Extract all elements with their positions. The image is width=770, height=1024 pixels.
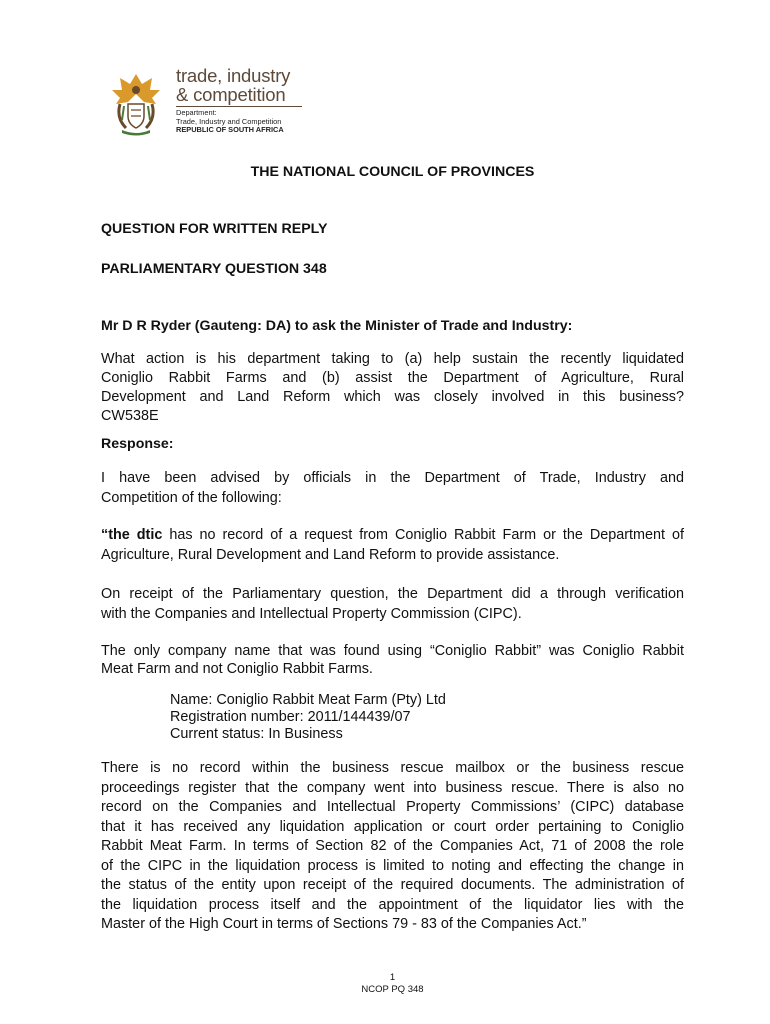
dtic-line-1-text: has no record of a request from Coniglio Rabbit Farm or the Department of [162, 527, 684, 543]
logo-sub-country: REPUBLIC OF SOUTH AFRICA [176, 125, 284, 135]
dtic-logo [108, 66, 308, 138]
logo-sub-name: Trade, Industry and Competition [176, 116, 282, 126]
final-line: record on the Companies and Intellectual Property Commissions’ (CIPC) database [101, 799, 684, 815]
logo-wordmark [176, 66, 290, 104]
final-line: that it has received any liquidation application or court order pertaining to Coniglio [101, 818, 684, 835]
response-intro [101, 468, 684, 508]
footer-reference: NCOP PQ 348 [361, 984, 424, 995]
receipt-paragraph [101, 584, 684, 624]
final-line: the status of the entity upon receipt of the required documents. The administration of [101, 877, 684, 893]
dtic-bold-text: “the dtic [101, 527, 163, 543]
coat-of-arms-icon [108, 70, 164, 136]
company-line: Meat Farm and not Coniglio Rabbit Farms. [101, 661, 373, 677]
final-line: There is no record within the business rescue mailbox or the business rescue [101, 760, 684, 776]
detail-name: Name: Coniglio Rabbit Meat Farm (Pty) Ltd [170, 692, 446, 708]
question-line: What action is his department taking to (a) help sustain the recently liquidated [101, 351, 684, 367]
response-heading: Response: [101, 436, 174, 452]
response-intro-line: I have been advised by officials in the Department of Trade, Industry and [101, 470, 684, 486]
logo-sub-department: Department: [176, 108, 217, 117]
company-details [170, 692, 446, 743]
final-line: Master of the High Court in terms of Sections 79 - 83 of the Companies Act.” [101, 916, 587, 932]
company-line: The only company name that was found using “Coniglio Rabbit” was Coniglio Rabbit [101, 643, 684, 659]
logo-divider [176, 106, 302, 107]
company-paragraph [101, 642, 684, 678]
final-paragraph [101, 759, 684, 935]
question-heading: Mr D R Ryder (Gauteng: DA) to ask the Minister of Trade and Industry: [101, 318, 573, 334]
receipt-line: On receipt of the Parliamentary question, the Department did a through verification [101, 586, 684, 602]
document-title: THE NATIONAL COUNCIL OF PROVINCES [250, 164, 535, 180]
logo-subtitle [176, 109, 284, 135]
question-line: Development and Land Reform which was closely involved in this business? [101, 389, 684, 405]
heading-written-reply: QUESTION FOR WRITTEN REPLY [101, 221, 328, 237]
heading-question-number: PARLIAMENTARY QUESTION 348 [101, 261, 327, 277]
final-line: Rabbit Meat Farm. In terms of Section 82 of the Companies Act, 71 of 2008 the role [101, 838, 684, 854]
receipt-line: with the Companies and Intellectual Property Commission (CIPC). [101, 606, 522, 622]
response-intro-line: Competition of the following: [101, 490, 282, 506]
logo-line-2: & competition [176, 84, 286, 105]
question-line: CW538E [101, 408, 159, 424]
final-line: of the CIPC in the liquidation process is limited to noting and effecting the change in [101, 857, 684, 874]
final-line: the liquidation process itself and the appointment of the liquidator lies with the [101, 896, 684, 913]
page-footer [0, 972, 770, 996]
logo-line-1: trade, industry [176, 65, 291, 86]
detail-registration: Registration number: 2011/144439/07 [170, 709, 411, 725]
final-line: proceedings register that the company went into business rescue. There is also no [101, 779, 684, 796]
dtic-line-1 [101, 525, 684, 545]
question-line: Coniglio Rabbit Farms and (b) assist the Department of Agriculture, Rural [101, 370, 684, 386]
page-number: 1 [389, 972, 396, 983]
detail-status: Current status: In Business [170, 726, 343, 742]
dtic-line-2: Agriculture, Rural Development and Land Reform to provide assistance. [101, 547, 560, 563]
question-paragraph [101, 350, 684, 426]
dtic-paragraph [101, 525, 684, 565]
